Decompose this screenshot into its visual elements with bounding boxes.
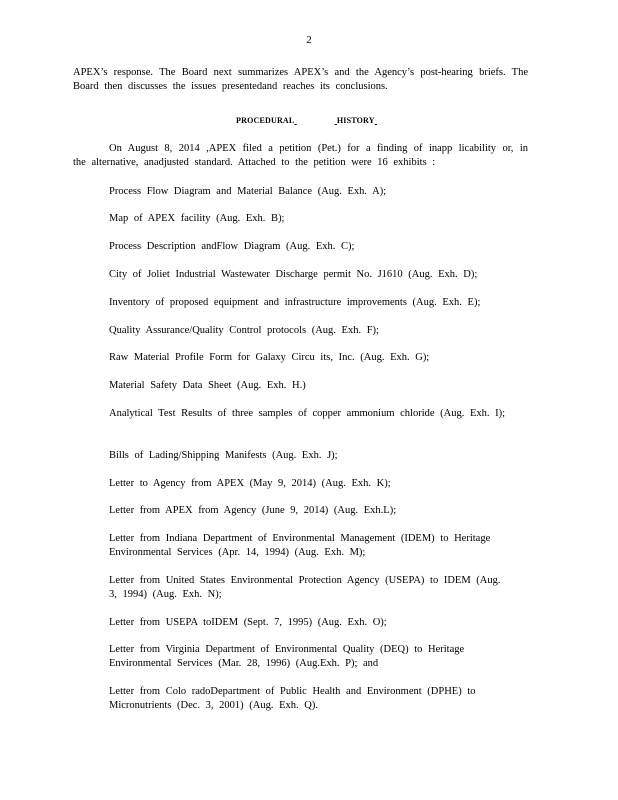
exhibit-item: Analytical Test Results of three samples of copper ammonium chloride (Aug. Exh. I); — [109, 408, 506, 419]
section-heading-part2: HISTORY — [336, 116, 375, 125]
section-heading-part1: PROCEDURAL — [236, 116, 295, 125]
exhibit-item: Material Safety Data Sheet (Aug. Exh. H.) — [109, 380, 306, 391]
exhibit-item: Letter from Virginia Department of Environmental Quality (DEQ) to Heritage Environmental Services (Mar. 28, 1996) (Aug.Exh. P); and — [109, 644, 465, 669]
exhibit-item: Process Flow Diagram and Material Balance (Aug. Exh. A); — [109, 186, 387, 197]
exhibit-item: Letter to Agency from APEX (May 9, 2014) (Aug. Exh. K); — [109, 478, 391, 489]
exhibit-item: City of Joliet Industrial Wastewater Discharge permit No. J1610 (Aug. Exh. D); — [109, 269, 478, 280]
exhibit-item: Map of APEX facility (Aug. Exh. B); — [109, 213, 285, 224]
exhibit-item: Letter from Indiana Department of Environmental Management (IDEM) to Heritage Environmental Services (Apr. 14, 1994) (Aug. Exh. M); — [109, 533, 491, 558]
exhibit-item: Quality Assurance/Quality Control protocols (Aug. Exh. F); — [109, 325, 379, 336]
section-heading — [236, 116, 380, 125]
intro-paragraph: APEX’s response. The Board next summarizes APEX’s and the Agency’s post-hearing briefs. The Board then discusses the issues presentedand reaches its conclusions. — [73, 67, 528, 92]
exhibit-item: Letter from Colo radoDepartment of Public Health and Environment (DPHE) to Micronutrients (Dec. 3, 2001) (Aug. Exh. Q). — [109, 686, 476, 711]
exhibit-item: Letter from APEX from Agency (June 9, 2014) (Aug. Exh.L); — [109, 505, 397, 516]
page-number: 2 — [306, 34, 312, 46]
exhibit-item: Bills of Lading/Shipping Manifests (Aug. Exh. J); — [109, 450, 338, 461]
exhibit-item: Raw Material Profile Form for Galaxy Circu its, Inc. (Aug. Exh. G); — [109, 352, 430, 363]
history-paragraph: On August 8, 2014 ,APEX filed a petition (Pet.) for a finding of inapp licability or, in the alternative, anadjusted standard. Attached to the petition were 16 exhibits : — [73, 143, 528, 168]
exhibit-item: Letter from United States Environmental Protection Agency (USEPA) to IDEM (Aug. 3, 1994) (Aug. Exh. N); — [109, 575, 501, 600]
exhibit-item: Inventory of proposed equipment and infrastructure improvements (Aug. Exh. E); — [109, 297, 481, 308]
exhibit-item: Letter from USEPA toIDEM (Sept. 7, 1995) (Aug. Exh. O); — [109, 617, 387, 628]
exhibit-item: Process Description andFlow Diagram (Aug. Exh. C); — [109, 241, 355, 252]
